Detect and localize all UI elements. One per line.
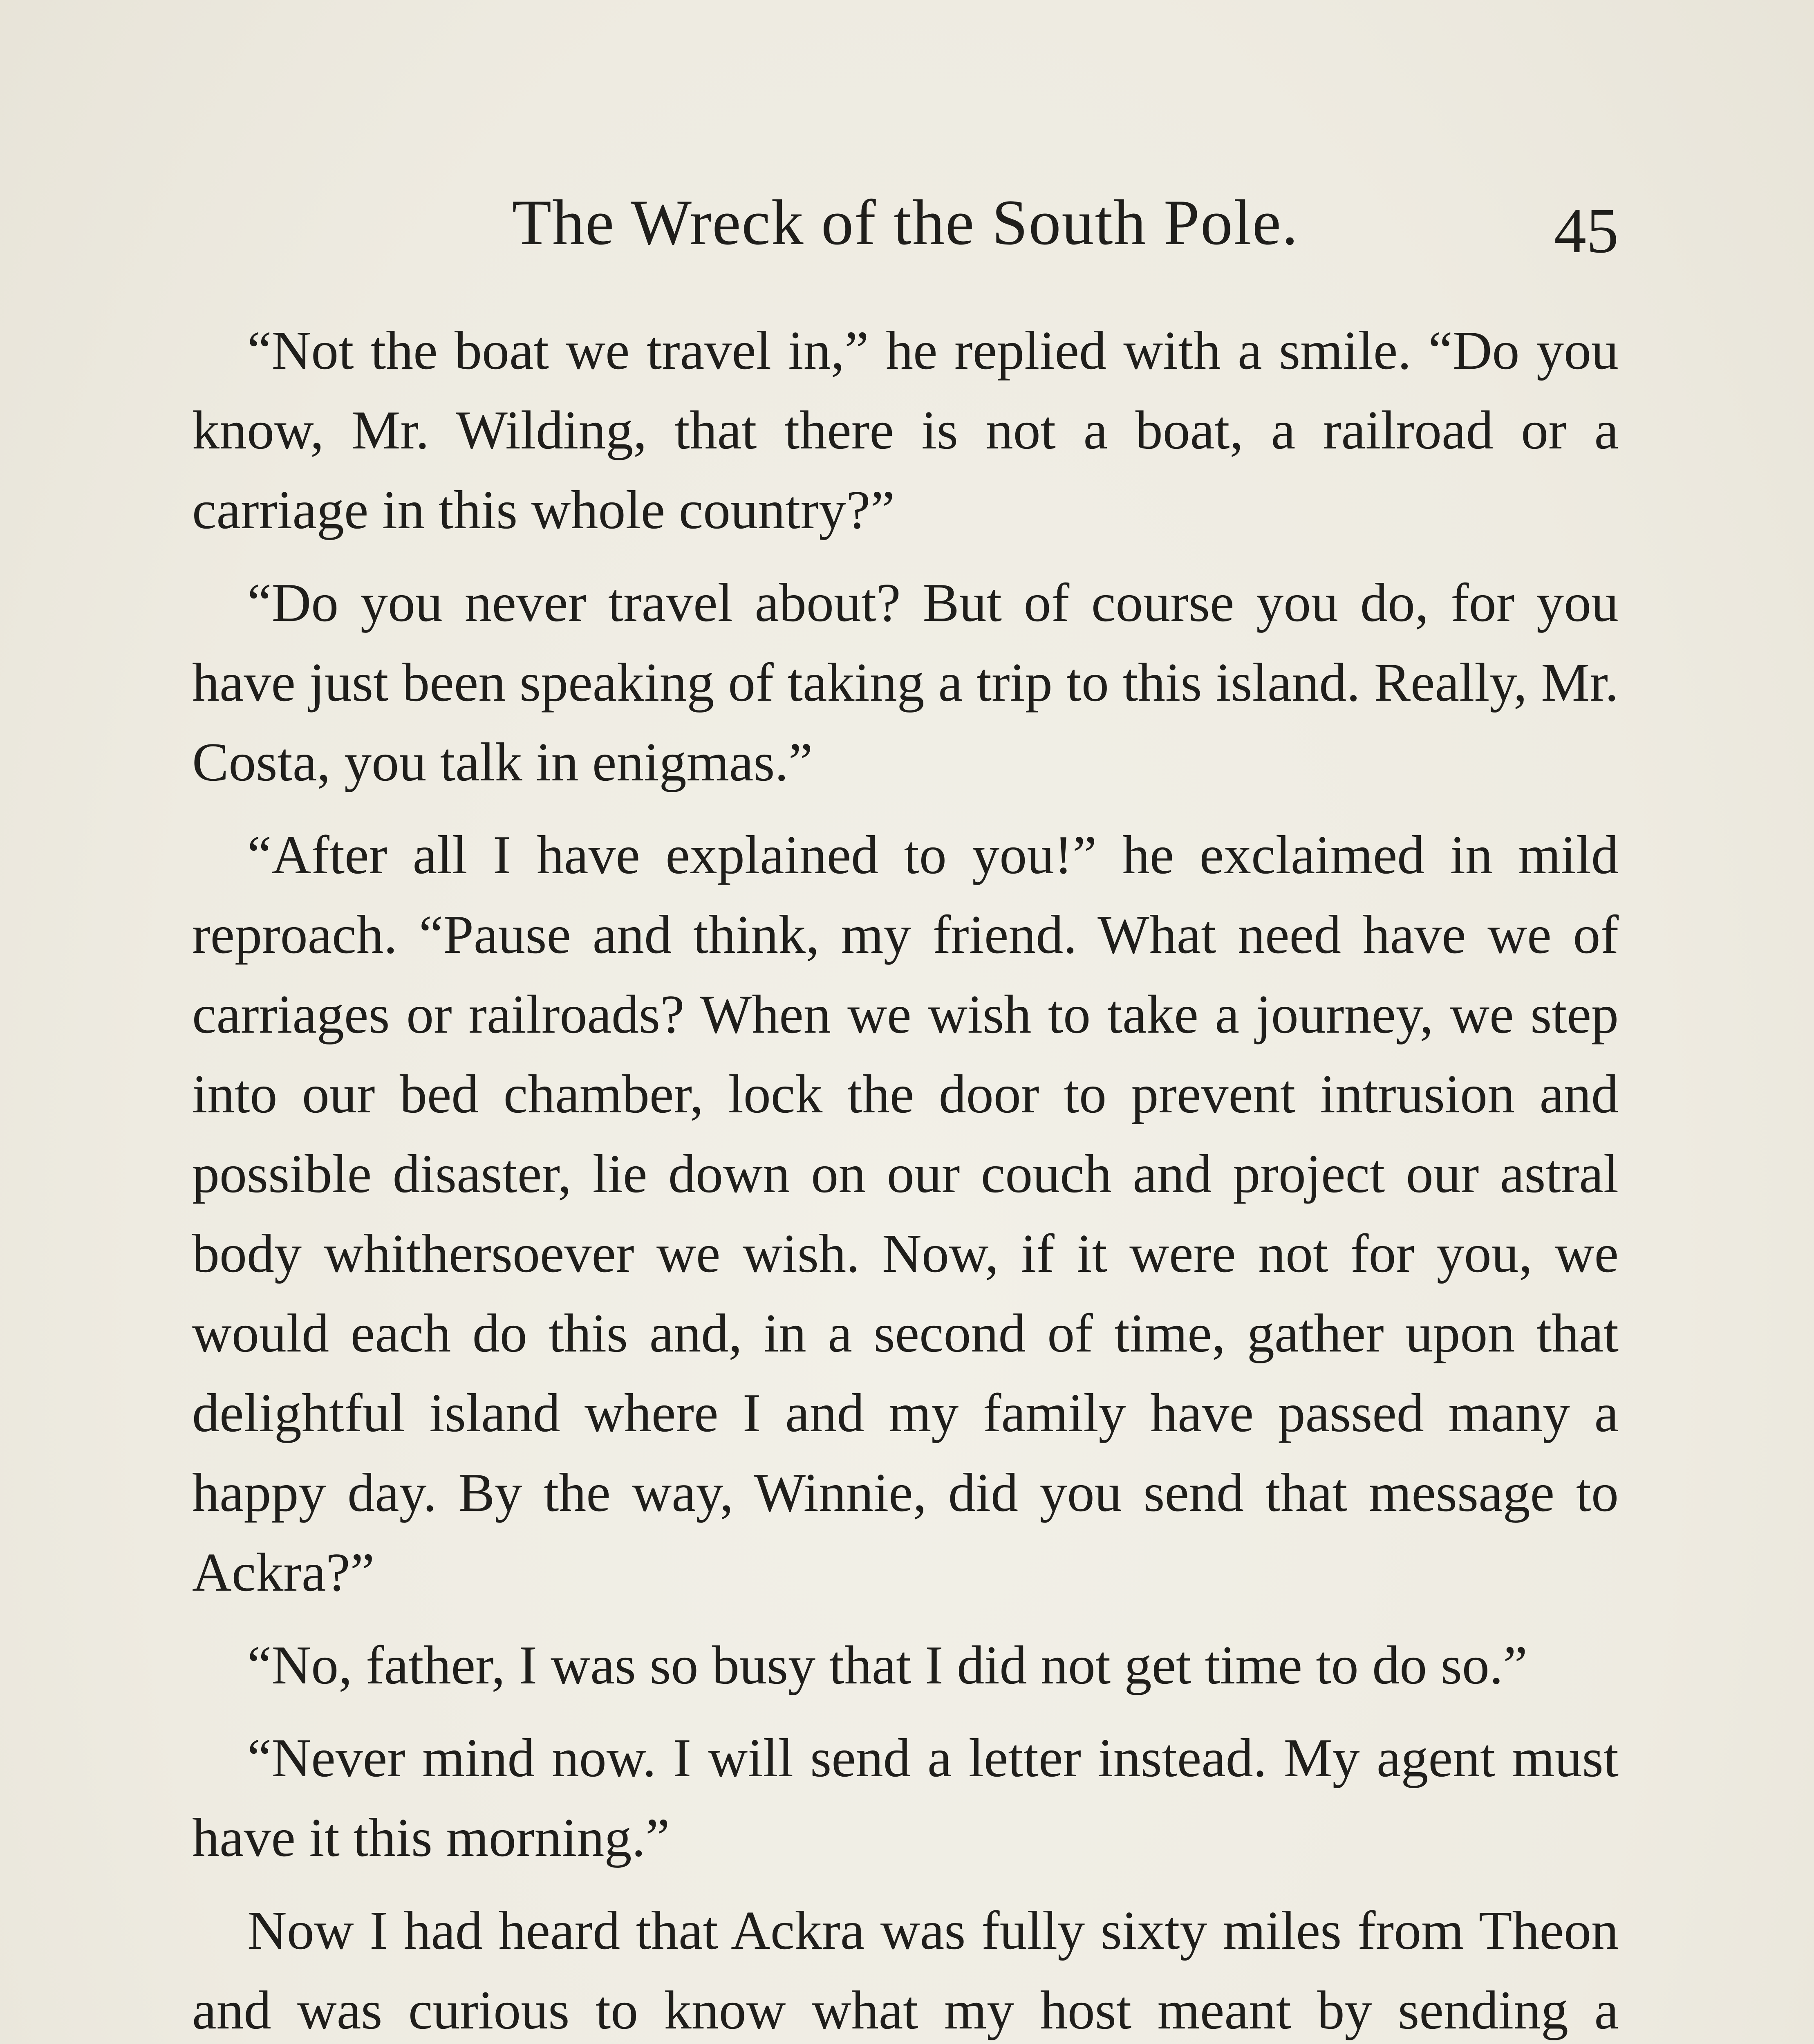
paragraph-3: “After all I have explained to you!” he exclaimed in mild reproach. “Pause and think, my friend. What need have we of carriages or railroads? When we wish to take a journey, we step into our bed chamber, lock the door to prevent intrusion and possible disaster, lie down on our couch and project our astral body whithersoever we wish. Now, if it were not for you, we would each do this and, in a second of time, gather upon that delightful island where I and my family have passed many a happy day. By the way, Winnie, did you send that message to Ackra?” <box>192 825 1619 1602</box>
paragraph-1: “Not the boat we travel in,” he replied with a smile. “Do you know, Mr. Wilding, that there is not a boat, a railroad or a carriage in this whole country?” <box>192 320 1619 540</box>
paragraph-5: “Never mind now. I will send a letter instead. My agent must have it this morning.” <box>192 1728 1619 1868</box>
paragraph-6: Now I had heard that Ackra was fully sixty miles from Theon and was curious to know what my host meant by sending a <box>192 1900 1619 2040</box>
paragraph-4: “No, father, I was so busy that I did not get time to do so.” <box>247 1635 1527 1695</box>
paragraph-2: “Do you never travel about? But of course you do, for you have just been speaking of taking a trip to this island. Really, Mr. Costa, you talk in enigmas.” <box>192 572 1619 792</box>
running-head <box>192 182 1619 267</box>
body-text <box>192 311 1619 2044</box>
page-number: 45 <box>1554 195 1619 267</box>
running-title: The Wreck of the South Pole. <box>512 187 1299 258</box>
